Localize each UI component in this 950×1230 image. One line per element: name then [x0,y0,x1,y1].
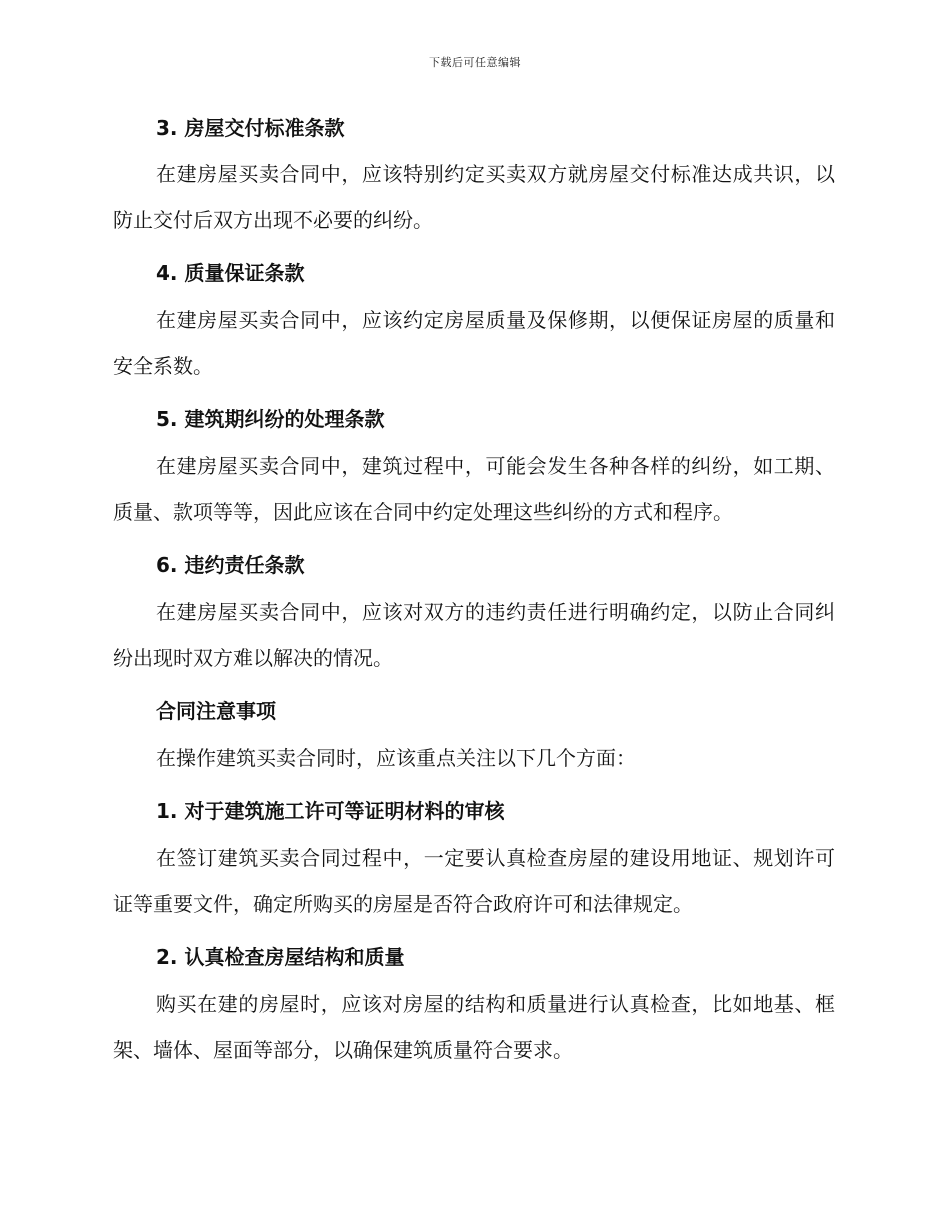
section-delivery-standard [113,112,835,243]
section-breach-liability [113,549,835,681]
section-heading: 3. 房屋交付标准条款 [156,116,345,140]
section-paragraph: 购买在建的房屋时，应该对房屋的结构和质量进行认真检查，比如地基、框架、墙体、屋面等部分，以确保建筑质量符合要求。 [113,992,835,1062]
section-paragraph: 在建房屋买卖合同中，应该特别约定买卖双方就房屋交付标准达成共识，以防止交付后双方出现不必要的纠纷。 [113,162,835,232]
section-permit-review [113,795,835,927]
section-contract-notes [113,695,835,781]
section-dispute-handling [113,403,835,535]
header-note: 下载后可任意编辑 [429,56,521,69]
section-heading: 4. 质量保证条款 [156,261,305,285]
section-paragraph: 在建房屋买卖合同中，应该对双方的违约责任进行明确约定，以防止合同纠纷出现时双方难以解决的情况。 [113,600,835,670]
section-structure-check [113,941,835,1073]
section-heading: 1. 对于建筑施工许可等证明材料的审核 [156,799,505,823]
document-body [113,112,835,1073]
section-paragraph: 在签订建筑买卖合同过程中，一定要认真检查房屋的建设用地证、规划许可证等重要文件，确定所购买的房屋是否符合政府许可和法律规定。 [113,846,835,916]
section-heading: 5. 建筑期纠纷的处理条款 [156,407,385,431]
section-quality-guarantee [113,257,835,389]
section-paragraph: 在操作建筑买卖合同时，应该重点关注以下几个方面： [156,746,636,770]
section-heading: 6. 违约责任条款 [156,553,305,577]
section-paragraph: 在建房屋买卖合同中，应该约定房屋质量及保修期，以便保证房屋的质量和安全系数。 [113,308,835,378]
section-paragraph: 在建房屋买卖合同中，建筑过程中，可能会发生各种各样的纠纷，如工期、质量、款项等等，因此应该在合同中约定处理这些纠纷的方式和程序。 [113,454,835,524]
section-heading: 2. 认真检查房屋结构和质量 [156,945,405,969]
section-heading: 合同注意事项 [156,699,276,723]
